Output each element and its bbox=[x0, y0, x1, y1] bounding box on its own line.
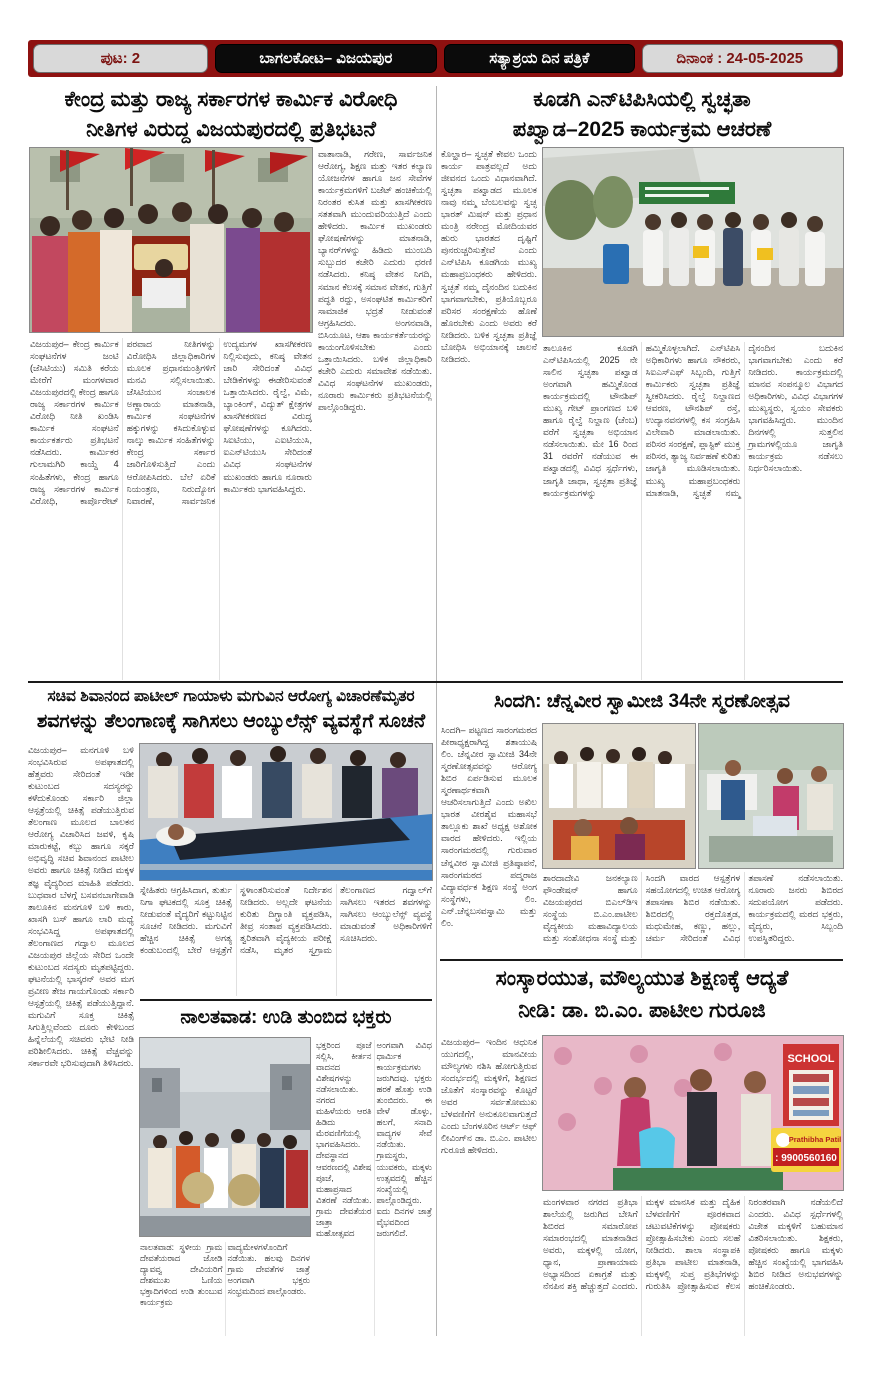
divider bbox=[140, 999, 432, 1001]
sindagi-healthcamp-photo bbox=[699, 724, 843, 868]
minister-headline-line1: ಸಚಿವ ಶಿವಾನಂದ ಪಾಟೀಲ್ ಗಾಯಾಳು ಮಗುವಿನ ಆರೋಗ್ಯ ವಿಚಾರಣೆಮೃತರ bbox=[47, 688, 415, 705]
date-label: ದಿನಾಂಕ : 24-05-2025 bbox=[676, 50, 804, 67]
edition-label: ಬಾಗಲಕೋಟ– ವಿಜಯಪುರ bbox=[259, 50, 393, 67]
contact-phone-text: : 9900560160 bbox=[775, 1153, 837, 1164]
ntpc-headline-line1: ಕೂಡಗಿ ಎನ್‌ಟಿಪಿಸಿಯಲ್ಲಿ ಸ್ವಚ್ಛತಾ bbox=[533, 88, 751, 111]
nalatavada-right-columns: ಭಕ್ತರಿಂದ ಪೂಜೆ ಸಲ್ಲಿಸಿ, ಕೀರ್ತನ ವಾದನದ ವಿಶೇಷಗಳನ್ನು ನಡೆಸಲಾಯಿತು. ನಗರದ ಮಹಿಳೆಯರು ಆರತಿ ಹಿಡಿದು ಮೆರವಣಿಗೆಯಲ್ಲಿ ಭಾಗವಹಿಸಿದರು. ದೇವಸ್ಥಾನದ ಆವರಣದಲ್ಲಿ ವಿಶೇಷ ಪೂಜೆ, ಮಹಾಪ್ರಸಾದ ವಿತರಣೆ ನಡೆಯಿತು. ಗ್ರಾಮ ದೇವತೆಯರ ಜಾತ್ರಾ ಮಹೋತ್ಸವದ ಅಂಗವಾಗಿ ವಿವಿಧ ಧಾರ್ಮಿಕ ಕಾರ್ಯಕ್ರಮಗಳು ಜರುಗಿದವು. ಭಕ್ತರು ಹರಕೆ ಹೊತ್ತು ಉಡಿ ತುಂಬಿದರು. ಈ ವೇಳೆ ಡೊಳ್ಳು, ಹಲಗೆ, ಸನಾದಿ ವಾದ್ಯಗಳ ಸೇವೆ ನಡೆಯಿತು. ಗ್ರಾಮಸ್ಥರು, ಯುವಕರು, ಮಕ್ಕಳು ಉತ್ಸವದಲ್ಲಿ ಹೆಚ್ಚಿನ ಸಂಖ್ಯೆಯಲ್ಲಿ ಪಾಲ್ಗೊಂಡಿದ್ದರು. ಐದು ದಿನಗಳ ಜಾತ್ರೆ ವೈಭವದಿಂದ ಜರುಗಲಿದೆ. bbox=[316, 1040, 432, 1238]
minister-lead-column: ವಿಜಯಪುರ– ಮನಗೂಳಿ ಬಳಿ ಸಂಭವಿಸಿರುವ ಅಪಘಾತದಲ್ಲಿ ಹೆತ್ತವರು ಸೇರಿದಂತೆ ಇಡೀ ಕುಟುಂಬದ ಸದಸ್ಯರನ್ನು ಕಳೆದುಕೊಂಡು ಸರ್ಕಾರಿ ಜಿಲ್ಲಾ ಆಸ್ಪತ್ರೆಯಲ್ಲಿ ಚಿಕಿತ್ಸೆ ಪಡೆಯುತ್ತಿರುವ ತೆಲಂಗಾಣ ಮೂಲದ ಬಾಲಕನ ಆರೋಗ್ಯ ವಿಚಾರಿಸಿದ ಜವಳಿ, ಕೃಷಿ ಮಾರುಕಟ್ಟೆ, ಕಬ್ಬು ಹಾಗೂ ಸಕ್ಕರೆ ಅಭಿವೃದ್ಧಿ ಸಚಿವ ಶಿವಾನಂದ ಪಾಟೀಲ ಅವರು ಹಾಗೂ ಚಿಕಿತ್ಸೆ ನೀಡಿದ ಮಕ್ಕಳ ತಜ್ಞ ವೈದ್ಯರಿಂದ ಮಾಹಿತಿ ಪಡೆದರು. ಬುಧವಾರ ಬೆಳಗ್ಗೆ ಬಸವನಬಾಗೇವಾಡಿ ತಾಲೂಕಿನ ಮನಗೂಳಿ ಬಳಿ ಕಾರು, ಖಾಸಗಿ ಬಸ್ ಹಾಗೂ ಲಾರಿ ಮಧ್ಯೆ ಸಂಭವಿಸಿದ್ದ ಅಪಘಾತದಲ್ಲಿ ತೆಲಂಗಾಣದ ಗದ್ವಾಲ ಮೂಲದ ವಿಜಯಪುರ ಜಿಲ್ಲೆಯ ಸೇರಿದ ಒಂದೇ ಕುಟುಂಬದ ಸದಸ್ಯರು ಮೃತಪಟ್ಟಿದ್ದರು. ಘಟನೆಯಲ್ಲಿ ಭಾಸ್ಕರನ್ ಅವರ ಮಗ ಪ್ರವೀಣ ತೇಜ ಗಾಯಗೊಂಡು ಸರ್ಕಾರಿ ಆಸ್ಪತ್ರೆಯಲ್ಲಿ ಚಿಕಿತ್ಸೆ ಪಡೆಯುತ್ತಿದ್ದಾನೆ. ಮಗುವಿಗೆ ಸೂಕ್ತ ಚಿಕಿತ್ಸೆ ಸಿಗುತ್ತಿಲ್ಲವೆಂದು ದೂರು ಕೇಳಿಬಂದ ಹಿನ್ನೆಲೆಯಲ್ಲಿ ಸಚಿವರು ಭೇಟಿ ನೀಡಿ ಪರಿಶೀಲಿಸಿದರು. ಚಿಕಿತ್ಸೆ ವೆಚ್ಚವನ್ನು ಸರ್ಕಾರವೇ ಭರಿಸುವುದಾಗಿ ತಿಳಿಸಿದರು. bbox=[28, 745, 134, 1069]
sindagi-body-columns: ಶಾರದಾದೇವಿ ಜನಕಲ್ಯಾಣ ಫೌಂಡೇಷನ್ ಹಾಗೂ ವಿಜಯಪುರದ ಬಿಎಲ್‌ಡಿಇ ಸಂಸ್ಥೆಯ ಬಿ.ಎಂ.ಪಾಟೀಲ ವೈದ್ಯಕೀಯ ಮಹಾವಿದ್ಯಾಲಯ ಮತ್ತು ಸಂಶೋಧನಾ ಸಂಸ್ಥೆ ಮತ್ತು ಸಿಂದಗಿ ವಾರದ ಆಸ್ಪತ್ರೆಗಳ ಸಹಯೋಗದಲ್ಲಿ ಉಚಿತ ಆರೋಗ್ಯ ತಪಾಸಣಾ ಶಿಬಿರ ನಡೆಯಿತು. ಶಿಬಿರದಲ್ಲಿ ರಕ್ತದೊತ್ತಡ, ಮಧುಮೇಹ, ಕಣ್ಣು, ಹಲ್ಲು, ಚರ್ಮ ಸೇರಿದಂತೆ ವಿವಿಧ ತಪಾಸಣೆ ನಡೆಸಲಾಯಿತು. ನೂರಾರು ಜನರು ಶಿಬಿರದ ಸದುಪಯೋಗ ಪಡೆದರು. ಕಾರ್ಯಕ್ರಮದಲ್ಲಿ ಮಠದ ಭಕ್ತರು, ವೈದ್ಯರು, ಸಿಬ್ಬಂದಿ ಉಪಸ್ಥಿತರಿದ್ದರು. bbox=[543, 873, 843, 944]
education-event-photo bbox=[543, 1036, 843, 1190]
procession-photo bbox=[140, 1038, 310, 1236]
sindagi-gathering-photo bbox=[543, 724, 695, 868]
divider bbox=[436, 86, 437, 1336]
edition-box bbox=[215, 44, 437, 73]
minister-body-columns: ಸ್ನೇಹಿತರು ಆಗ್ರಹಿಸಿದಾಗ, ತುರ್ತು ನಿಗಾ ಘಟಕದಲ್ಲಿ ಸೂಕ್ತ ಚಿಕಿತ್ಸೆ ನೀಡುವಂತೆ ವೈದ್ಯರಿಗೆ ಕಟ್ಟುನಿಟ್ಟಿನ ಸೂಚನೆ ನೀಡಿದರು. ಮಗುವಿಗೆ ಹೆಚ್ಚಿನ ಚಿಕಿತ್ಸೆ ಅಗತ್ಯ ಕಂಡುಬಂದಲ್ಲಿ ಬೇರೆ ಆಸ್ಪತ್ರೆಗೆ ಸ್ಥಳಾಂತರಿಸುವಂತೆ ನಿರ್ದೇಶನ ನೀಡಿದರು. ಅಲ್ಲದೇ ಘಟನೆಯ ಕುರಿತು ದಿಗ್ಭ್ರಾಂತಿ ವ್ಯಕ್ತಪಡಿಸಿ, ತೀವ್ರ ಸಂತಾಪ ವ್ಯಕ್ತಪಡಿಸಿದರು. ತ್ವರಿತವಾಗಿ ವೈದ್ಯಕೀಯ ಪರೀಕ್ಷೆ ನಡೆಸಿ, ಮೃತರ ಸ್ವಗ್ರಾಮ ತೆಲಂಗಾಣದ ಗದ್ವಾಲ್‌ಗೆ ಸಾಗಿಸಲು ಇತರದ ಶವಗಳನ್ನು ಸಾಗಿಸಲು ಆಂಬ್ಯುಲೆನ್ಸ್ ವ್ಯವಸ್ಥೆ ಮಾಡುವಂತೆ ಅಧಿಕಾರಿಗಳಿಗೆ ಸೂಚಿಸಿದರು. bbox=[140, 885, 432, 956]
education-headline-line2: ನೀಡಿ: ಡಾ. ಬಿ.ಎಂ. ಪಾಟೀಲ ಗುರೂಜಿ bbox=[518, 999, 766, 1022]
sindagi-lead-column: ಸಿಂದಗಿ– ಪಟ್ಟಣದ ಸಾರಂಗಮಠದ ಪೀಠಾಧ್ಯಕ್ಷರಾಗಿದ್ದ ಶತಾಯುಷಿ ಲಿಂ. ಚೆನ್ನವೀರ ಸ್ವಾಮೀಜಿ 34ನೇ ಸ್ಮರಣೋತ್ಸವವನ್ನು ಆರೋಗ್ಯ ಶಿಬಿರ ಏರ್ಪಡಿಸುವ ಮೂಲಕ ಸ್ಮರಣಾರ್ಥಕವಾಗಿ ಆಚರಿಸಲಾಗುತ್ತಿದೆ ಎಂದು ಅಖಿಲ ಭಾರತ ವೀರಶೈವ ಮಹಾಸಭೆ ತಾಲ್ಲೂಕು ಶಾಖೆ ಅಧ್ಯಕ್ಷ ಅಶೋಕ ವಾರದ ಹೇಳಿದರು. ಇಲ್ಲಿಯ ಸಾರಂಗಮಠದಲ್ಲಿ ಗುರುವಾರ ಚೆನ್ನವೀರ ಸ್ವಾಮೀಜಿ ಪ್ರತಿಷ್ಠಾಪನೆ, ಸಾರಂಗಮಠದ ಪದ್ಮರಾಜ ವಿದ್ಯಾವರ್ಧಕ ಶಿಕ್ಷಣ ಸಂಸ್ಥೆ ಅಂಗ ಸಂಸ್ಥೆಗಳು, ಲಿಂ. ಎನ್.ಚೆನ್ನಬಸವಸ್ವಾಮಿ ಮತ್ತು ಲಿಂ. bbox=[441, 725, 537, 928]
nalatavada-headline: ನಾಲತವಾಡ: ಉಡಿ ತುಂಬಿದ ಭಕ್ತರು bbox=[180, 1007, 392, 1028]
ntpc-body-columns: ತಾಲೂಕಿನ ಕೂಡಗಿ ಎನ್‌ಟಿಪಿಸಿಯಲ್ಲಿ 2025 ನೇ ಸಾಲಿನ ಸ್ವಚ್ಛತಾ ಪಖ್ವಾಡ ಅಂಗವಾಗಿ ಹಮ್ಮಿಕೊಂಡ ಕಾರ್ಯಕ್ರಮದಲ್ಲಿ ಟೌನಶಿಪ್ ಮುಖ್ಯ ಗೇಟ್ ಪ್ರಾಂಗಣದ ಬಳಿ ಹಾಗೂ ರೈಲ್ವೆ ನಿಲ್ದಾಣ (ಚೆಂಬ) ವರೆಗೆ ಸ್ವಚ್ಛತಾ ಅಭಿಯಾನ ನಡೆಸಲಾಯಿತು. ಮೇ 16 ರಿಂದ 31 ರವರೆಗೆ ನಡೆಯುವ ಈ ಪಖ್ವಾಡದಲ್ಲಿ ವಿವಿಧ ಸ್ಪರ್ಧೆಗಳು, ಜಾಗೃತಿ ಜಾಥಾ, ಸ್ವಚ್ಛತಾ ಪ್ರತಿಜ್ಞೆ ಕಾರ್ಯಕ್ರಮಗಳನ್ನು ಹಮ್ಮಿಕೊಳ್ಳಲಾಗಿದೆ. ಎನ್‌ಟಿಪಿಸಿ ಅಧಿಕಾರಿಗಳು ಹಾಗೂ ನೌಕರರು, ಸಿಐಎಸ್ಎಫ್ ಸಿಬ್ಬಂದಿ, ಗುತ್ತಿಗೆ ಕಾರ್ಮಿಕರು ಸ್ವಚ್ಛತಾ ಪ್ರತಿಜ್ಞೆ ಸ್ವೀಕರಿಸಿದರು. ರೈಲ್ವೆ ನಿಲ್ದಾಣದ ಆವರಣ, ಟೌನಶಿಪ್ ರಸ್ತೆ, ಉದ್ಯಾನವನಗಳಲ್ಲಿ ಕಸ ಸಂಗ್ರಹಿಸಿ ವಿಲೇವಾರಿ ಮಾಡಲಾಯಿತು. ಪರಿಸರ ಸಂರಕ್ಷಣೆ, ಪ್ಲಾಸ್ಟಿಕ್ ಮುಕ್ತ ಪರಿಸರ, ತ್ಯಾಜ್ಯ ನಿರ್ವಹಣೆ ಕುರಿತು ಜಾಗೃತಿ ಮೂಡಿಸಲಾಯಿತು. ಮುಖ್ಯ ಮಹಾಪ್ರಬಂಧಕರು ಮಾತನಾಡಿ, ಸ್ವಚ್ಛತೆ ನಮ್ಮ ದೈನಂದಿನ ಬದುಕಿನ ಭಾಗವಾಗಬೇಕು ಎಂದು ಕರೆ ನೀಡಿದರು. ಕಾರ್ಯಕ್ರಮದಲ್ಲಿ ಮಾನವ ಸಂಪನ್ಮೂಲ ವಿಭಾಗದ ಅಧಿಕಾರಿಗಳು, ವಿವಿಧ ವಿಭಾಗಗಳ ಮುಖ್ಯಸ್ಥರು, ಸ್ವಯಂ ಸೇವಕರು ಭಾಗವಹಿಸಿದ್ದರು. ಮುಂದಿನ ದಿನಗಳಲ್ಲಿ ಸುತ್ತಲಿನ ಗ್ರಾಮಗಳಲ್ಲಿಯೂ ಜಾಗೃತಿ ಕಾರ್ಯಕ್ರಮ ನಡೆಸಲು ನಿರ್ಧರಿಸಲಾಯಿತು. bbox=[543, 343, 843, 498]
education-body-columns: ಮಂಗಳವಾರ ನಗರದ ಪ್ರತಿಭಾ ಶಾಲೆಯಲ್ಲಿ ಜರುಗಿದ ಬೇಸಿಗೆ ಶಿಬಿರದ ಸಮಾರೋಪ ಸಮಾರಂಭದಲ್ಲಿ ಮಾತನಾಡಿದ ಅವರು, ಮಕ್ಕಳಲ್ಲಿ ಯೋಗ, ಧ್ಯಾನ, ಪ್ರಾಣಾಯಾಮ ಅಭ್ಯಾಸದಿಂದ ಏಕಾಗ್ರತೆ ಮತ್ತು ನೆನಪಿನ ಶಕ್ತಿ ಹೆಚ್ಚುತ್ತದೆ ಎಂದರು. ಮಕ್ಕಳ ಮಾನಸಿಕ ಮತ್ತು ದೈಹಿಕ ಬೆಳವಣಿಗೆಗೆ ಪೂರಕವಾದ ಚಟುವಟಿಕೆಗಳನ್ನು ಪೋಷಕರು ಪ್ರೋತ್ಸಾಹಿಸಬೇಕು ಎಂದು ಸಲಹೆ ನೀಡಿದರು. ಶಾಲಾ ಸಂಸ್ಥಾಪಕಿ ಪ್ರತಿಭಾ ಪಾಟೀಲ ಮಾತನಾಡಿ, ಮಕ್ಕಳಲ್ಲಿ ಸುಪ್ತ ಪ್ರತಿಭೆಗಳನ್ನು ಗುರುತಿಸಿ ಪ್ರೋತ್ಸಾಹಿಸುವ ಕೆಲಸ ನಿರಂತರವಾಗಿ ನಡೆಯಲಿದೆ ಎಂದರು. ವಿವಿಧ ಸ್ಪರ್ಧೆಗಳಲ್ಲಿ ವಿಜೇತ ಮಕ್ಕಳಿಗೆ ಬಹುಮಾನ ವಿತರಿಸಲಾಯಿತು. ಶಿಕ್ಷಕರು, ಪೋಷಕರು ಹಾಗೂ ಮಕ್ಕಳು ಹೆಚ್ಚಿನ ಸಂಖ್ಯೆಯಲ್ಲಿ ಭಾಗವಹಿಸಿ ಶಿಬಿರ ನೀಡಿದ ಅನುಭವಗಳನ್ನು ಹಂಚಿಕೊಂಡರು. bbox=[543, 1197, 843, 1292]
protest-side-column: ವಾತಾನಾಡಿ, ಗರೇಣ, ಸಾರ್ವಜನಿಕ ಆರೋಗ್ಯ, ಶಿಕ್ಷಣ ಮತ್ತು ಇತರ ಕಲ್ಯಾಣ ಯೋಜನೆಗಳ ಹಾಗೂ ಜನ ಸೇವೆಗಳ ಕಾರ್ಯಕ್ರಮಗಳಿಗೆ ಬಜೆಟ್ ಹಂಚಿಕೆಯಲ್ಲಿ ನಿರಂತರ ಕುಸಿತ ಮತ್ತು ಖಾಸಗೀಕರಣ ಸತತವಾಗಿ ಮುಂದುವರಿಯುತ್ತಿದೆ ಎಂದು ಹೇಳಿದರು. ಕಾರ್ಮಿಕ ಮುಖಂಡರು ಘೋಷಣೆಗಳನ್ನು ಮಾತನಾಡಿ, ಬ್ಯಾನರ್‌ಗಳನ್ನು ಹಿಡಿದು ಮುಂಬದಿ ಸುಬ್ಬುದರ ಕಚೇರಿ ಎದುರು ಧರಣಿ ನಡೆಸಿದರು. ಕನಿಷ್ಠ ವೇತನ ನಿಗದಿ, ಸಮಾನ ಕೆಲಸಕ್ಕೆ ಸಮಾನ ವೇತನ, ಗುತ್ತಿಗೆ ಪದ್ಧತಿ ರದ್ದು, ಅಸಂಘಟಿತ ಕಾರ್ಮಿಕರಿಗೆ ಸಾಮಾಜಿಕ ಭದ್ರತೆ ನೀಡುವಂತೆ ಆಗ್ರಹಿಸಿದರು. ಅಂಗನವಾಡಿ, ಬಿಸಿಯೂಟ, ಆಶಾ ಕಾರ್ಯಕರ್ತೆಯರನ್ನು ಕಾಯಂಗೊಳಿಸಬೇಕು ಎಂದು ಒತ್ತಾಯಿಸಿದರು. ಬಳಿಕ ಜಿಲ್ಲಾಧಿಕಾರಿ ಕಚೇರಿ ಎದುರು ಸಮಾವೇಶ ನಡೆಯಿತು. ವಿವಿಧ ಸಂಘಟನೆಗಳ ಮುಖಂಡರು, ನೂರಾರು ಕಾರ್ಮಿಕರು ಪ್ರತಿಭಟನೆಯಲ್ಲಿ ಪಾಲ್ಗೊಂಡಿದ್ದರು. bbox=[318, 149, 432, 412]
protest-headline-line2: ನೀತಿಗಳ ವಿರುದ್ದ ವಿಜಯಪುರದಲ್ಲಿ ಪ್ರತಿಭಟನೆ bbox=[86, 118, 376, 141]
protest-photo bbox=[30, 148, 312, 332]
education-headline-line1: ಸಂಸ್ಕಾರಯುತ, ಮೌಲ್ಯಯುತ ಶಿಕ್ಷಣಕ್ಕೆ ಆದ್ಯತೆ bbox=[495, 967, 789, 990]
divider bbox=[440, 959, 843, 961]
paper-name-label: ಸತ್ಯಾಶ್ರಯ ದಿನ ಪತ್ರಿಕೆ bbox=[489, 50, 590, 67]
protest-headline-line1: ಕೇಂದ್ರ ಮತ್ತು ರಾಜ್ಯ ಸರ್ಕಾರಗಳ ಕಾರ್ಮಿಕ ವಿರೋಧಿ bbox=[64, 88, 398, 111]
page-number-box bbox=[33, 44, 208, 73]
hospital-photo bbox=[140, 744, 432, 880]
nalatavada-below-photo-text: ನಾಲತವಾಡ: ಸ್ಥಳೀಯ ಗ್ರಾಮ ದೇವತೆಯರಾದ ಜೋಡಿ ದ್ಯಾವವ್ವ ದೇವಿಯರಿಗೆ ದೇಶಮುಖ ಓಣಿಯ ಭಕ್ತಾದಿಗಳಿಂದ ಉಡಿ ತುಂಬುವ ಕಾರ್ಯಕ್ರಮ ವಾದ್ಯಮೇಳಗಳೊಂದಿಗೆ ನಡೆಯಿತು. ಹಲವು ದಿನಗಳ ಗ್ರಾಮ ದೇವತೆಗಳ ಜಾತ್ರೆ ಅಂಗವಾಗಿ ಭಕ್ತರು ಸಂಭ್ರಮದಿಂದ ಪಾಲ್ಗೊಂಡರು. bbox=[140, 1242, 310, 1308]
education-lead-column: ವಿಜಯಪುರ– ಇಂದಿನ ಆಧುನಿಕ ಯುಗದಲ್ಲಿ, ಮಾನವೀಯ ಮೌಲ್ಯಗಳು ನಶಿಸಿ ಹೋಗುತ್ತಿರುವ ಸಂದರ್ಭದಲ್ಲಿ ಮಕ್ಕಳಿಗೆ, ಶಿಕ್ಷಣದ ಜೊತೆಗೆ ಸಂಸ್ಕಾರವನ್ನು ಕೊಟ್ಟರೆ ಅವರ ಸರ್ವತೋಮುಖ ಬೆಳವಣಿಗೆಗೆ ಅನುಕೂಲವಾಗುತ್ತದೆ ಎಂದು ಬೆಂಗಳೂರಿನ ಆರ್ಟ್ ಆಫ್ ಲೀವಿಂಗ್‌ನ ಡಾ. ಬಿ.ಎಂ. ಪಾಟೀಲ ಗುರೂಜಿ ಹೇಳಿದರು. bbox=[441, 1037, 537, 1156]
page-number-label: ಪುಟ: 2 bbox=[100, 50, 141, 67]
ntpc-headline-line2: ಪಖ್ವಾಡ–2025 ಕಾರ್ಯಕ್ರಮ ಆಚರಣೆ bbox=[512, 118, 772, 141]
sindagi-headline: ಸಿಂದಗಿ: ಚೆನ್ನವೀರ ಸ್ವಾಮೀಜಿ 34ನೇ ಸ್ಮರಣೋತ್ಸವ bbox=[493, 691, 791, 712]
school-banner-text: SCHOOL bbox=[787, 1053, 835, 1065]
protest-body-columns: ವಿಜಯಪುರ– ಕೇಂದ್ರ ಕಾರ್ಮಿಕ ಸಂಘಟನೆಗಳ ಜಂಟಿ (ಜೆಸಿಟಿಯು) ಸಮಿತಿ ಕರೆಯ ಮೇರೆಗೆ ಮಂಗಳವಾರ ವಿಜಯಪುರದಲ್ಲಿ ಕೇಂದ್ರ ಹಾಗೂ ರಾಜ್ಯ ಸರ್ಕಾರಗಳ ಕಾರ್ಮಿಕ ವಿರೋಧಿ ನೀತಿ ಖಂಡಿಸಿ ಕಾರ್ಮಿಕ ಸಂಘಟನೆ ಕಾರ್ಯಕರ್ತರು ಪ್ರತಿಭಟನೆ ನಡೆಸಿದರು. ಕಾರ್ಮಿಕರ ಗುಲಾಮಗಿರಿ ಕಾಯ್ದೆ 4 ಸಂಹಿತೆಗಳು, ಕೇಂದ್ರ ಹಾಗೂ ರಾಜ್ಯ ಸರ್ಕಾರಗಳ ಕಾರ್ಮಿಕ ವಿರೋಧಿ, ಕಾರ್ಪೊರೇಟ್ ಪರವಾದ ನೀತಿಗಳನ್ನು ವಿರೋಧಿಸಿ ಜಿಲ್ಲಾಧಿಕಾರಿಗಳ ಮೂಲಕ ಪ್ರಧಾನಮಂತ್ರಿಗಳಿಗೆ ಮನವಿ ಸಲ್ಲಿಸಲಾಯಿತು. ಜೆಸಿಟಿಯುನ ಸಂಚಾಲಕ ಅಣ್ಣಾರಾಯ ಮಾತನಾಡಿ, ಕಾರ್ಮಿಕ ಸಂಘಟನೆಗಳ ಹಕ್ಕುಗಳನ್ನು ಕಸಿದುಕೊಳ್ಳುವ ನಾಲ್ಕು ಕಾರ್ಮಿಕ ಸಂಹಿತೆಗಳನ್ನು ಕೇಂದ್ರ ಸರ್ಕಾರ ಜಾರಿಗೊಳಿಸುತ್ತಿದೆ ಎಂದು ಆರೋಪಿಸಿದರು. ಬೆಲೆ ಏರಿಕೆ ನಿಯಂತ್ರಣ, ನಿರುದ್ಯೋಗ ನಿವಾರಣೆ, ಸಾರ್ವಜನಿಕ ಉದ್ಯಮಗಳ ಖಾಸಗೀಕರಣ ನಿಲ್ಲಿಸುವುದು, ಕನಿಷ್ಠ ವೇತನ ಜಾರಿ ಸೇರಿದಂತೆ ವಿವಿಧ ಬೇಡಿಕೆಗಳನ್ನು ಈಡೇರಿಸುವಂತೆ ಒತ್ತಾಯಿಸಿದರು. ರೈಲ್ವೆ, ವಿಮೆ, ಬ್ಯಾಂಕಿಂಗ್, ವಿದ್ಯುತ್ ಕ್ಷೇತ್ರಗಳ ಖಾಸಗೀಕರಣದ ವಿರುದ್ಧ ಘೋಷಣೆಗಳನ್ನು ಕೂಗಿದರು. ಸಿಐಟಿಯು, ಎಐಟಿಯುಸಿ, ಐಎನ್‌ಟಿಯುಸಿ ಸೇರಿದಂತೆ ವಿವಿಧ ಸಂಘಟನೆಗಳ ಮುಖಂಡರು ಹಾಗೂ ನೂರಾರು ಕಾರ್ಮಿಕರು ಭಾಗವಹಿಸಿದ್ದರು. bbox=[30, 339, 312, 506]
paper-name-box bbox=[444, 44, 635, 73]
divider bbox=[28, 681, 843, 683]
masthead-bar bbox=[28, 40, 843, 77]
contact-name-text: Prathibha Patil bbox=[788, 1135, 842, 1144]
date-box bbox=[642, 44, 839, 73]
ntpc-photo bbox=[543, 148, 843, 336]
minister-headline-line2: ಶವಗಳನ್ನು ತೆಲಂಗಾಣಕ್ಕೆ ಸಾಗಿಸಲು ಆಂಬ್ಯುಲೆನ್ಸ್ ವ್ಯವಸ್ಥೆಗೆ ಸೂಚನೆ bbox=[36, 711, 426, 732]
ntpc-lead-column: ಕೊಲ್ಹಾರ– ಸ್ವಚ್ಛತೆ ಕೇವಲ ಒಂದು ಕಾರ್ಯ ಪಾತ್ರವಲ್ಲದೆ ಅದು ಜೀವನದ ಒಂದು ವಿಧಾನವಾಗಿದೆ. ಸ್ವಚ್ಛತಾ ಪಖ್ವಾಡದ ಮೂಲಕ ನಾವು ನಮ್ಮ ಬೆಂಬಲವನ್ನು ಸ್ವಚ್ಛ ಭಾರತ್ ಮಿಷನ್ ಮತ್ತು ಪ್ರಧಾನ ಮಂತ್ರಿ ನರೇಂದ್ರ ಮೋದಿಯವರ ಹುರು ಭಾರತದ ದೃಷ್ಟಿಗೆ ಪುನರುಚ್ಚರಿಸುತ್ತೇವೆ ಎಂದು ಎನ್‌ಟಿಪಿಸಿ ಕೂಡಗಿಯ ಮುಖ್ಯ ಮಹಾಪ್ರಬಂಧಕರು ಹೇಳಿದರು. ಸ್ವಚ್ಛತೆ ನಮ್ಮ ದೈನಂದಿನ ಬದುಕಿನ ಭಾಗವಾಗಬೇಕು, ಪ್ರತಿಯೊಬ್ಬರೂ ಪರಿಸರ ಸಂರಕ್ಷಣೆಯ ಹೊಣೆ ಹೊರಬೇಕು ಎಂದು ಅವರು ಕರೆ ನೀಡಿದರು. ಬಳಿಕ ಸ್ವಚ್ಛತಾ ಪ್ರತಿಜ್ಞೆ ಬೋಧಿಸಿ ಅಭಿಯಾನಕ್ಕೆ ಚಾಲನೆ ನೀಡಿದರು. bbox=[441, 149, 537, 364]
